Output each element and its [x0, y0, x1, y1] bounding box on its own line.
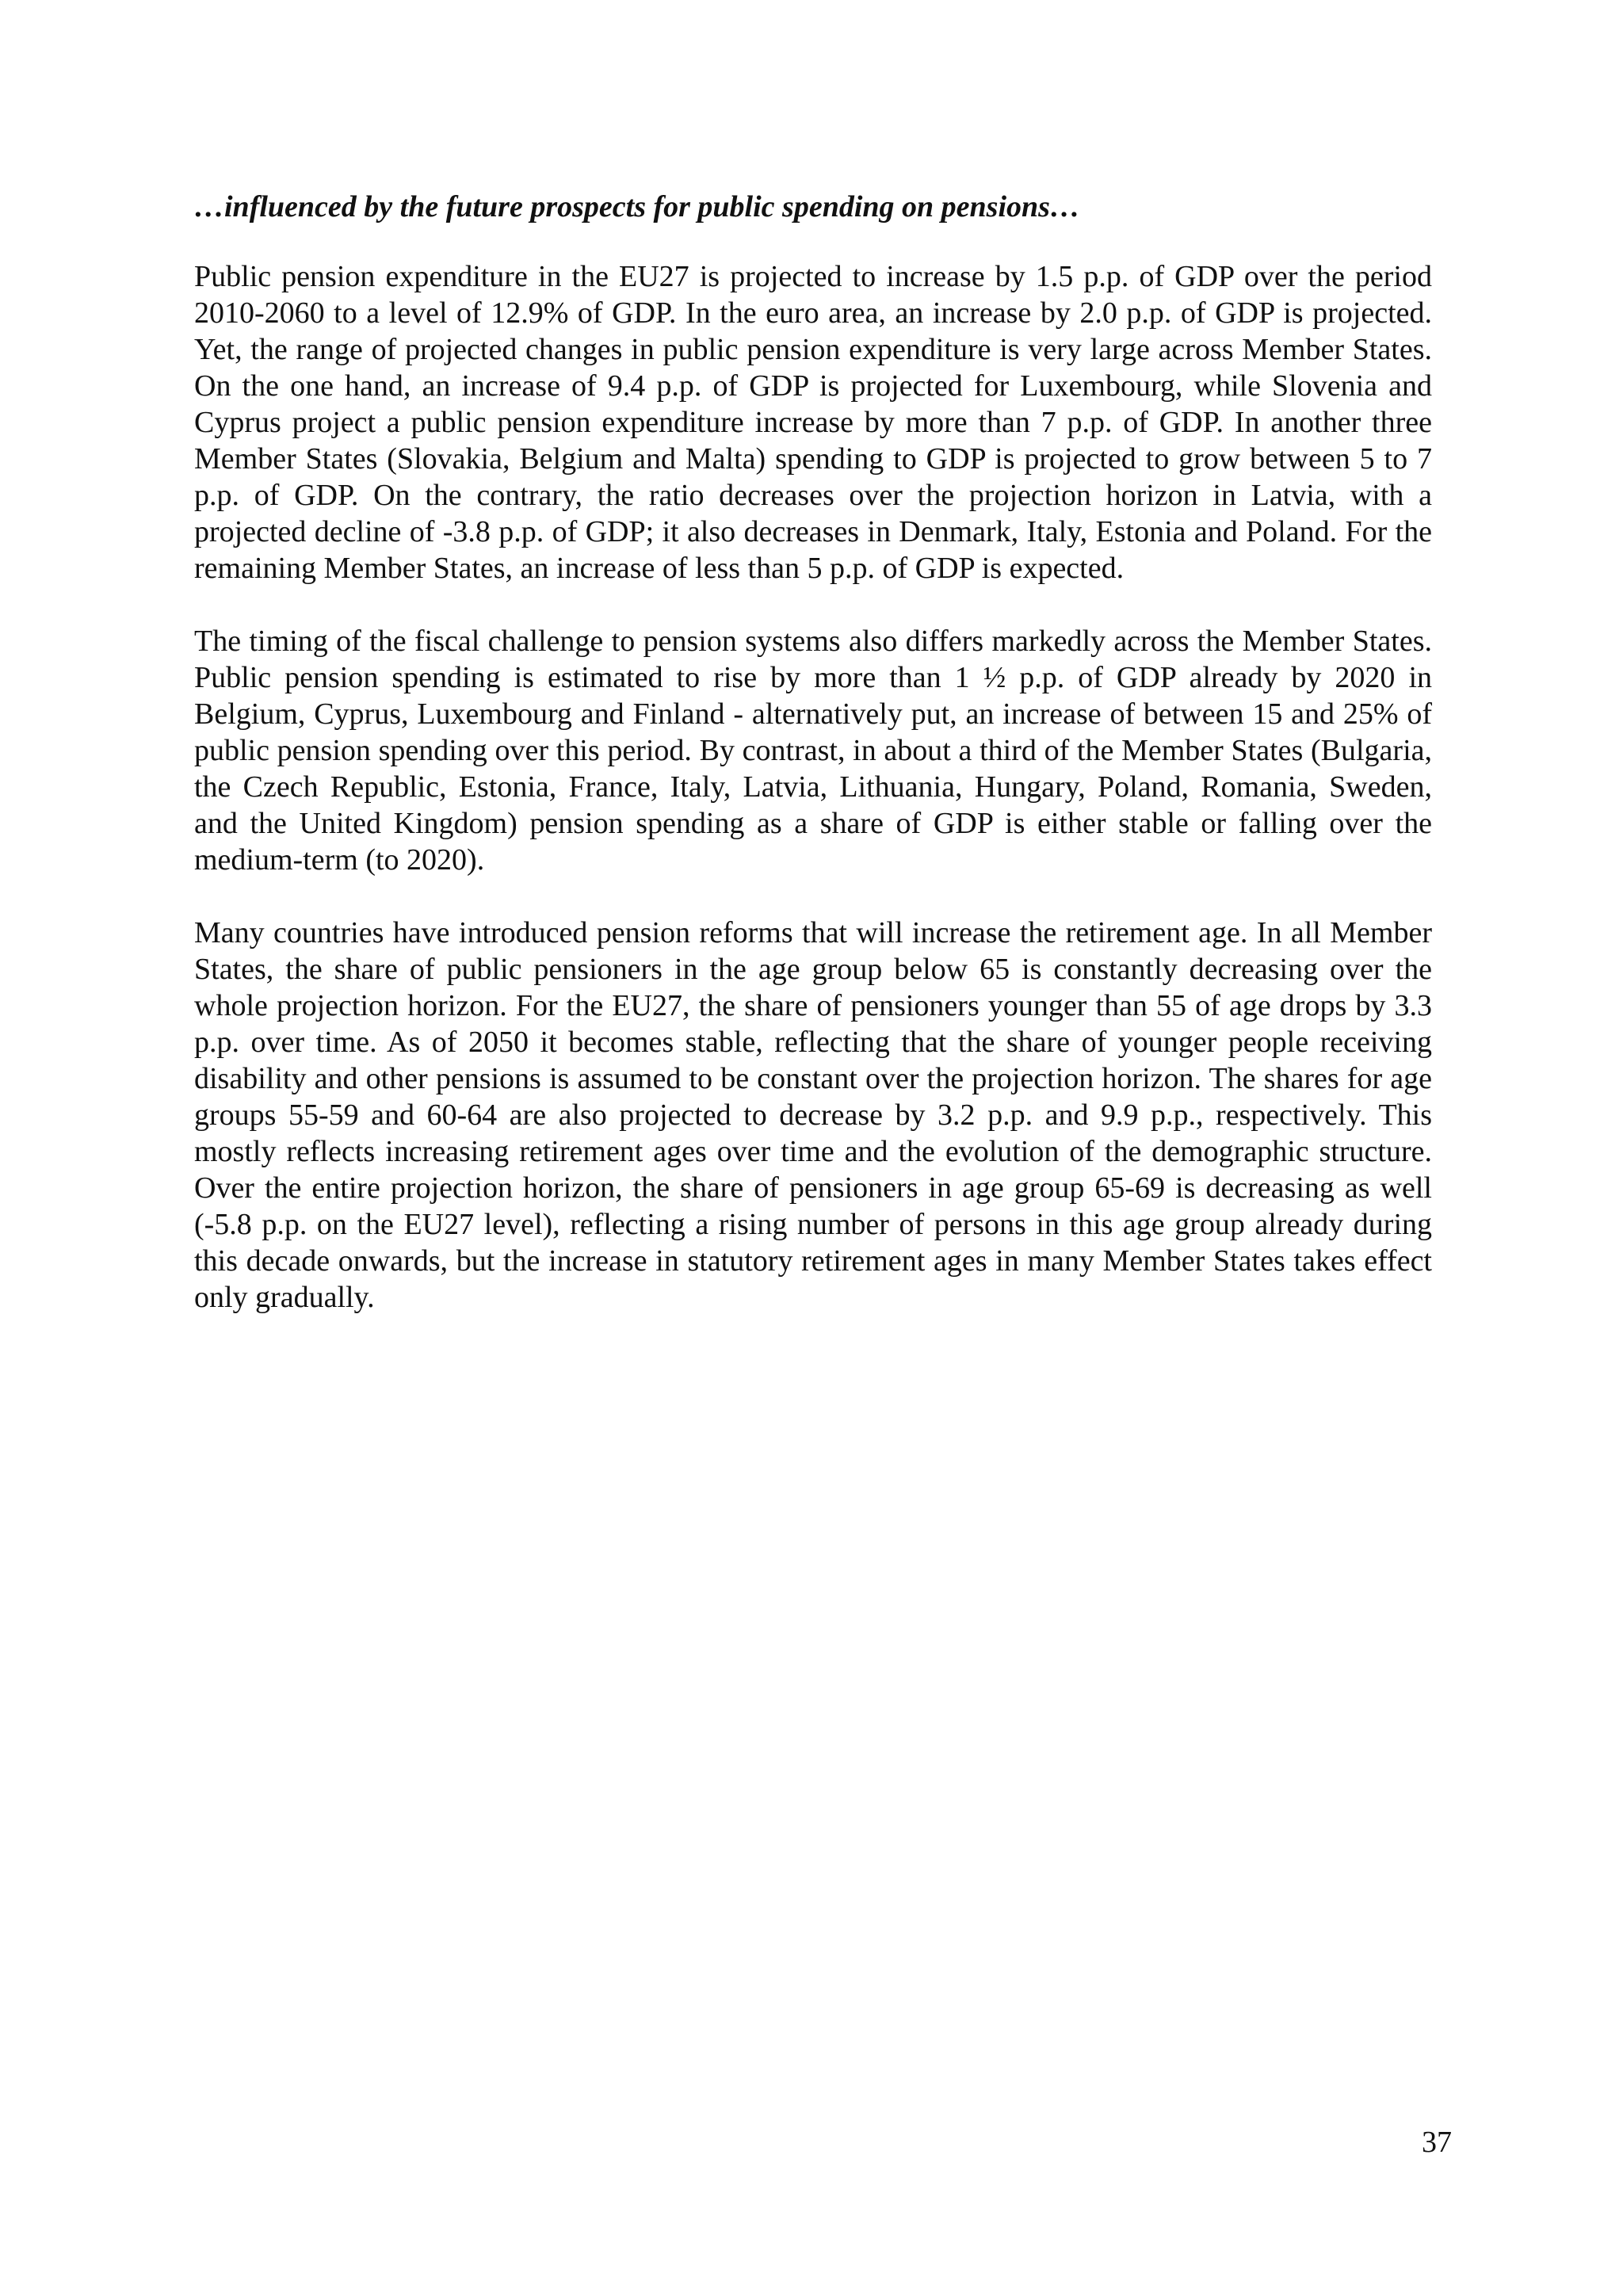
paragraph-retirement-age: Many countries have introduced pension reforms that will increase the retirement age. In all Member States, the share of public pensioners in the age group below 65 is constantly decreasing over the whole projection horizon. For the EU27, the share of pensioners younger than 55 of age drops by 3.3 p.p. over time. As of 2050 it becomes stable, reflecting that the share of younger people receiving disability and other pensions is assumed to be constant over the projection horizon. The shares for age groups 55-59 and 60-64 are also projected to decrease by 3.2 p.p. and 9.9 p.p., respectively. This mostly reflects increasing retirement ages over time and the evolution of the demographic structure. Over the entire projection horizon, the share of pensioners in age group 65-69 is decreasing as well (-5.8 p.p. on the EU27 level), reflecting a rising number of persons in this age group already during this decade onwards, but the increase in statutory retirement ages in many Member States takes effect only gradually.	[194, 916, 1432, 1314]
page-content	[194, 189, 1432, 1352]
page-number: 37	[1422, 2126, 1452, 2159]
paragraph-fiscal-timing: The timing of the fiscal challenge to pension systems also differs markedly across the Member States. Public pension spending is estimated to rise by more than 1 ½ p.p. of GDP already by 2020 in Belgium, Cyprus, Luxembourg and Finland - alternatively put, an increase of between 15 and 25% of public pension spending over this period. By contrast, in about a third of the Member States (Bulgaria, the Czech Republic, Estonia, France, Italy, Latvia, Lithuania, Hungary, Poland, Romania, Sweden, and the United Kingdom) pension spending as a share of GDP is either stable or falling over the medium-term (to 2020).	[194, 625, 1432, 877]
paragraph-expenditure-projection: Public pension expenditure in the EU27 is projected to increase by 1.5 p.p. of GDP over the period 2010-2060 to a level of 12.9% of GDP. In the euro area, an increase by 2.0 p.p. of GDP is projected. Yet, the range of projected changes in public pension expenditure is very large across Member States. On the one hand, an increase of 9.4 p.p. of GDP is projected for Luxembourg, while Slovenia and Cyprus project a public pension expenditure increase by more than 7 p.p. of GDP. In another three Member States (Slovakia, Belgium and Malta) spending to GDP is projected to grow between 5 to 7 p.p. of GDP. On the contrary, the ratio decreases over the projection horizon in Latvia, with a projected decline of -3.8 p.p. of GDP; it also decreases in Denmark, Italy, Estonia and Poland. For the remaining Member States, an increase of less than 5 p.p. of GDP is expected.	[194, 260, 1432, 585]
section-heading: …influenced by the future prospects for public spending on pensions…	[194, 190, 1080, 223]
